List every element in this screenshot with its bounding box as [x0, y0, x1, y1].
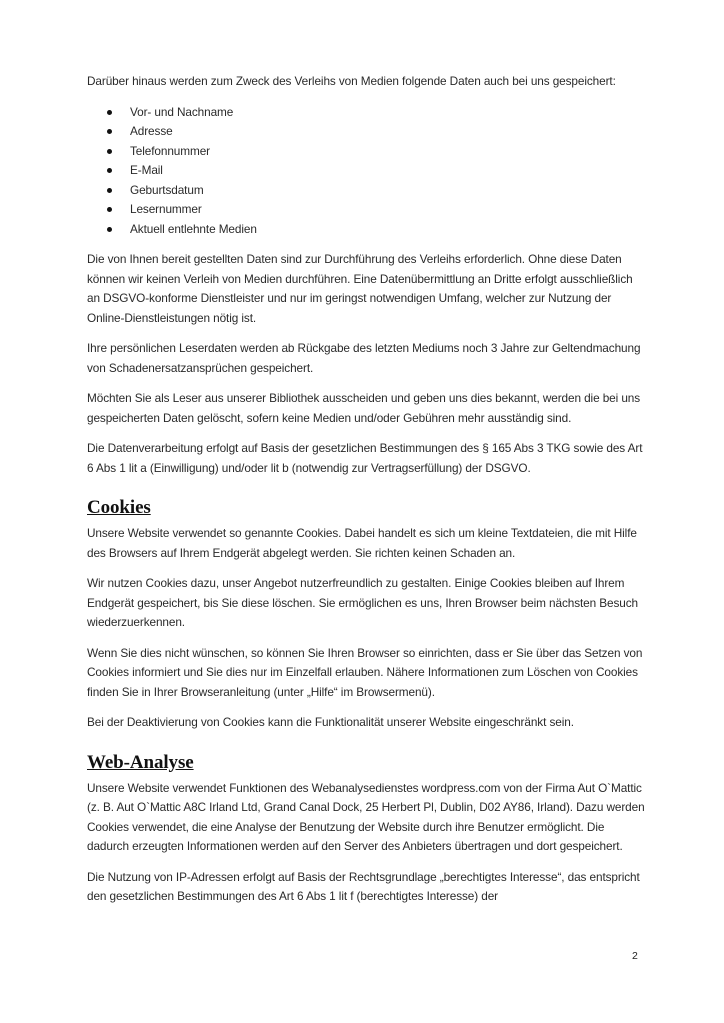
document-page: [87, 72, 647, 918]
list-item: E-Mail: [87, 161, 647, 181]
bullet-icon: [107, 149, 112, 154]
bullet-icon: [107, 129, 112, 134]
page-number: 2: [632, 950, 638, 962]
paragraph: Wenn Sie dies nicht wünschen, so können Sie Ihren Browser so einrichten, dass er Sie über das Setzen von Cookies informiert und Sie dies nur im Einzelfall erlauben. Nähere Informationen zum Löschen von Cookies finden Sie in Ihrer Browseranleitung (unter „Hilfe“ im Browsermenü).: [87, 645, 643, 699]
paragraph: Möchten Sie als Leser aus unserer Bibliothek ausscheiden und geben uns dies bekannt, werden die bei uns gespeicherten Daten gelöscht, sofern keine Medien und/oder Gebühren mehr ausständig sind.: [87, 391, 641, 425]
paragraph: Unsere Website verwendet Funktionen des Webanalysedienstes wordpress.com von der Firma Aut O`Mattic (z. B. Aut O`Mattic A8C Irland Ltd, Grand Canal Dock, 25 Herbert Pl, Dublin, D02 AY86, Irland). Dazu werden Cookies verwendet, die eine Analyse der Benutzung der Website durch ihre Benutzer ermöglicht. Die dadurch erzeugten Informationen werden auf den Server des Anbieters übertragen und dort gespeichert.: [87, 780, 645, 853]
paragraph: Die von Ihnen bereit gestellten Daten sind zur Durchführung des Verleihs erforderlich. Ohne diese Daten können wir keinen Verleih von Medien durchführen. Eine Datenübermittlung an Dritte erfolgt ausschließlich an DSGVO-konforme Dienstleister und nur im geringst notwendigen Umfang, welcher zur Nutzung der Online-Dienstleistungen nötig ist.: [87, 252, 633, 325]
list-item: Aktuell entlehnte Medien: [87, 220, 647, 240]
cookies-heading: Cookies: [87, 497, 151, 518]
list-item: Geburtsdatum: [87, 181, 647, 201]
paragraph: Die Nutzung von IP-Adressen erfolgt auf Basis der Rechtsgrundlage „berechtigtes Interesse“, das entspricht den gesetzlichen Bestimmungen des Art 6 Abs 1 lit f (berechtigtes Interesse) der: [87, 869, 640, 903]
bullet-icon: [107, 188, 112, 193]
bullet-icon: [107, 168, 112, 173]
list-item: Lesernummer: [87, 200, 647, 220]
paragraph: Die Datenverarbeitung erfolgt auf Basis der gesetzlichen Bestimmungen des § 165 Abs 3 TKG sowie des Art 6 Abs 1 lit a (Einwilligung) und/oder lit b (notwendig zur Vertragserfüllung) der DSGVO.: [87, 441, 643, 475]
list-item: Vor- und Nachname: [87, 103, 647, 123]
bullet-icon: [107, 207, 112, 212]
bullet-icon: [107, 110, 112, 115]
list-item: Telefonnummer: [87, 142, 647, 162]
paragraph: Ihre persönlichen Leserdaten werden ab Rückgabe des letzten Mediums noch 3 Jahre zur Geltendmachung von Schadenersatzansprüchen gespeichert.: [87, 341, 641, 375]
intro-paragraph: Darüber hinaus werden zum Zweck des Verleihs von Medien folgende Daten auch bei uns gespeichert:: [87, 74, 616, 88]
list-item: Adresse: [87, 122, 647, 142]
paragraph: Unsere Website verwendet so genannte Cookies. Dabei handelt es sich um kleine Textdateien, die mit Hilfe des Browsers auf Ihrem Endgerät abgelegt werden. Sie richten keinen Schaden an.: [87, 526, 637, 560]
paragraph: Bei der Deaktivierung von Cookies kann die Funktionalität unserer Website eingeschränkt sein.: [87, 715, 574, 729]
data-items-list: [87, 103, 647, 240]
bullet-icon: [107, 227, 112, 232]
paragraph: Wir nutzen Cookies dazu, unser Angebot nutzerfreundlich zu gestalten. Einige Cookies bleiben auf Ihrem Endgerät gespeichert, bis Sie diese löschen. Sie ermöglichen es uns, Ihren Browser beim nächsten Besuch wiederzuerkennen.: [87, 576, 639, 629]
web-analyse-heading: Web-Analyse: [87, 751, 194, 773]
